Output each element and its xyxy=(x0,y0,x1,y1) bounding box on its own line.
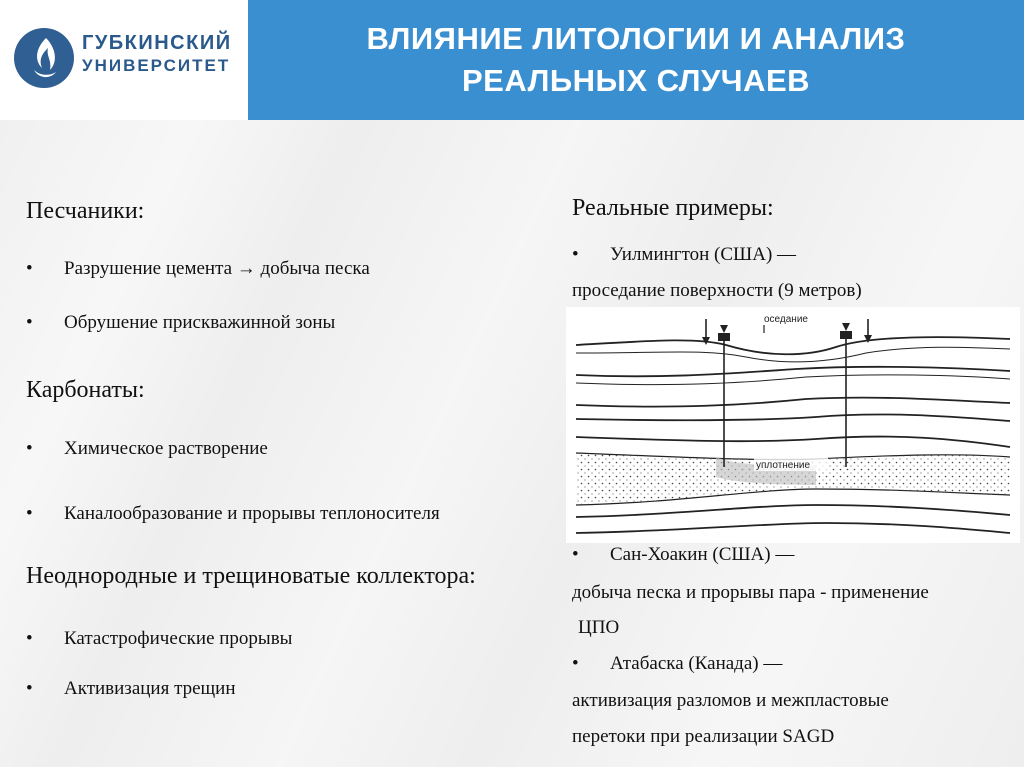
athabasca-text-1: активизация разломов и межпластовые xyxy=(572,690,889,711)
flame-logo-icon xyxy=(12,26,76,90)
san-joaquin-text-2: ЦПО xyxy=(578,617,620,638)
heterogeneous-heading: Неоднородные и трещиноватые коллектора: xyxy=(26,563,476,589)
sandstones-heading: Песчаники: xyxy=(26,198,145,224)
athabasca-title: • Атабаска (Канада) — xyxy=(572,653,783,674)
subsidence-diagram-svg xyxy=(566,307,1020,543)
university-logo xyxy=(12,26,244,90)
san-joaquin-title: • Сан-Хоакин (США) — xyxy=(572,544,795,565)
list-item: • Обрушение прискважинной зоны xyxy=(26,312,336,333)
diagram-label-subsidence: оседание xyxy=(764,314,808,325)
san-joaquin-text-1: добыча песка и прорывы пара - применение xyxy=(572,582,929,603)
page-title-line-1: ВЛИЯНИЕ ЛИТОЛОГИИ И АНАЛИЗ xyxy=(366,21,906,56)
athabasca-text-2: перетоки при реализации SAGD xyxy=(572,726,835,747)
wilmington-text: проседание поверхности (9 метров) xyxy=(572,280,862,301)
subsidence-diagram xyxy=(566,307,1020,543)
diagram-label-compaction: уплотнение xyxy=(756,460,811,471)
wilmington-title: • Уилмингтон (США) — xyxy=(572,244,797,265)
examples-heading: Реальные примеры: xyxy=(572,195,774,221)
list-item: • Разрушение цемента → добыча песка xyxy=(26,258,370,279)
list-item: • Катастрофические прорывы xyxy=(26,628,293,649)
logo-line-2: УНИВЕРСИТЕТ xyxy=(82,56,231,75)
list-item: • Активизация трещин xyxy=(26,678,236,699)
carbonates-heading: Карбонаты: xyxy=(26,377,145,403)
list-item: • Каналообразование и прорывы теплоносителя xyxy=(26,503,440,524)
list-item: • Химическое растворение xyxy=(26,438,268,459)
logo-line-1: ГУБКИНСКИЙ xyxy=(82,32,232,54)
page-title-line-2: РЕАЛЬНЫХ СЛУЧАЕВ xyxy=(461,63,811,98)
title-panel xyxy=(248,0,1024,120)
